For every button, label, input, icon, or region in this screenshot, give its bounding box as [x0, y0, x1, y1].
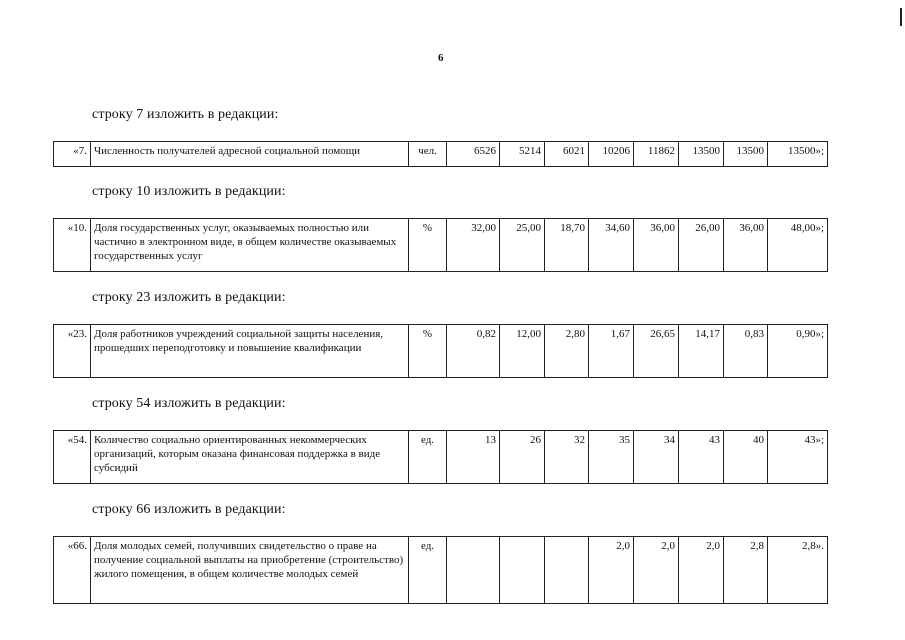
- instruction-text: строку 54 изложить в редакции:: [92, 396, 286, 411]
- value-cell: 32: [545, 431, 589, 484]
- value-cell: 13500: [679, 142, 724, 167]
- value-cell: 11862: [634, 142, 679, 167]
- value-cell: 0,82: [447, 325, 500, 378]
- value-cell: 5214: [500, 142, 545, 167]
- row-label: Численность получателей адресной социальной помощи: [91, 142, 409, 167]
- row-number: «7.: [54, 142, 91, 167]
- value-cell: 18,70: [545, 219, 589, 272]
- value-cell: 6526: [447, 142, 500, 167]
- row-unit: ед.: [409, 537, 447, 604]
- value-cell: 26: [500, 431, 545, 484]
- row-number: «66.: [54, 537, 91, 604]
- table-row: [54, 431, 828, 484]
- amendment-table: [53, 536, 828, 604]
- instruction-text: строку 23 изложить в редакции:: [92, 290, 286, 305]
- value-cell: 2,8».: [768, 537, 828, 604]
- row-number: «23.: [54, 325, 91, 378]
- value-cell: 2,0: [634, 537, 679, 604]
- table-row: [54, 537, 828, 604]
- value-cell: 25,00: [500, 219, 545, 272]
- amendment-table: [53, 141, 828, 167]
- value-cell: 26,00: [679, 219, 724, 272]
- value-cell: 48,00»;: [768, 219, 828, 272]
- value-cell: 34,60: [589, 219, 634, 272]
- value-cell: [447, 537, 500, 604]
- value-cell: 2,0: [589, 537, 634, 604]
- value-cell: 43»;: [768, 431, 828, 484]
- value-cell: 43: [679, 431, 724, 484]
- value-cell: 10206: [589, 142, 634, 167]
- value-cell: 0,90»;: [768, 325, 828, 378]
- table-row: [54, 142, 828, 167]
- value-cell: 12,00: [500, 325, 545, 378]
- row-number: «54.: [54, 431, 91, 484]
- row-label: Доля молодых семей, получивших свидетельство о праве на получение социальной выплаты на приобретение (строительство) жилого помещения, в общем количестве молодых семей: [91, 537, 409, 604]
- amendment-table: [53, 324, 828, 378]
- row-label: Доля работников учреждений социальной защиты населения, прошедших переподготовку и повышение квалификации: [91, 325, 409, 378]
- row-number: «10.: [54, 219, 91, 272]
- table-row: [54, 325, 828, 378]
- value-cell: 1,67: [589, 325, 634, 378]
- amendment-table: [53, 430, 828, 484]
- value-cell: 34: [634, 431, 679, 484]
- value-cell: [545, 537, 589, 604]
- value-cell: [500, 537, 545, 604]
- row-label: Количество социально ориентированных некоммерческих организаций, которым оказана финансовая поддержка в виде субсидий: [91, 431, 409, 484]
- instruction-text: строку 10 изложить в редакции:: [92, 184, 286, 199]
- row-unit: %: [409, 219, 447, 272]
- instruction-text: строку 66 изложить в редакции:: [92, 502, 286, 517]
- value-cell: 2,0: [679, 537, 724, 604]
- value-cell: 35: [589, 431, 634, 484]
- row-label: Доля государственных услуг, оказываемых полностью или частично в электронном виде, в общем количестве оказываемых государственных услуг: [91, 219, 409, 272]
- row-unit: ед.: [409, 431, 447, 484]
- row-unit: чел.: [409, 142, 447, 167]
- value-cell: 13500: [724, 142, 768, 167]
- instruction-text: строку 7 изложить в редакции:: [92, 107, 279, 122]
- row-unit: %: [409, 325, 447, 378]
- value-cell: 36,00: [634, 219, 679, 272]
- value-cell: 0,83: [724, 325, 768, 378]
- amendment-table: [53, 218, 828, 272]
- value-cell: 2,80: [545, 325, 589, 378]
- edge-mark: [900, 8, 902, 26]
- value-cell: 13500»;: [768, 142, 828, 167]
- table-row: [54, 219, 828, 272]
- page-number: 6: [438, 52, 444, 64]
- value-cell: 26,65: [634, 325, 679, 378]
- value-cell: 32,00: [447, 219, 500, 272]
- value-cell: 13: [447, 431, 500, 484]
- value-cell: 14,17: [679, 325, 724, 378]
- value-cell: 36,00: [724, 219, 768, 272]
- value-cell: 2,8: [724, 537, 768, 604]
- value-cell: 6021: [545, 142, 589, 167]
- value-cell: 40: [724, 431, 768, 484]
